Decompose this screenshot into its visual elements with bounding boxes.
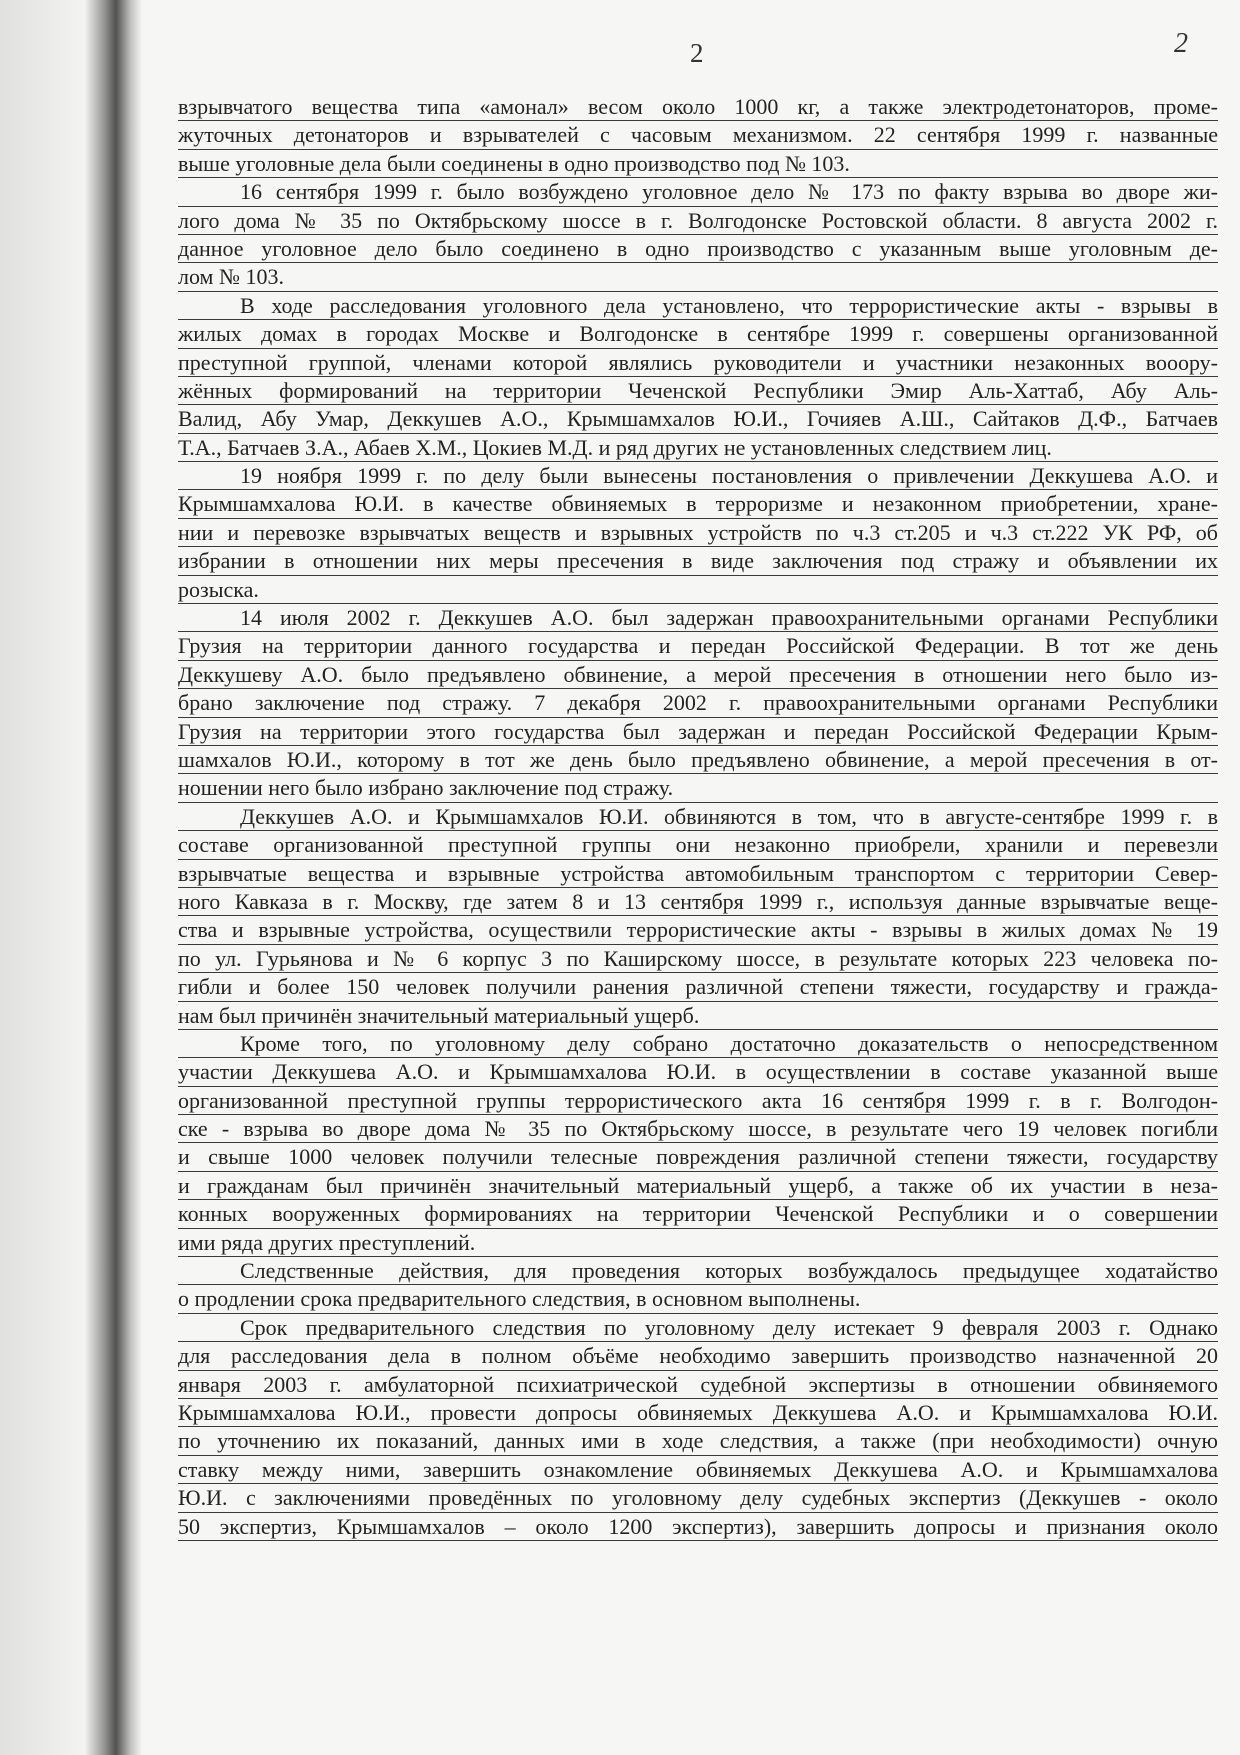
text-line: Грузия на территории данного государства и передан Российской Федерации. В тот же день xyxy=(178,632,1218,660)
text-line: для расследования дела в полном объёме необходимо завершить производство назначенной 20 xyxy=(178,1342,1218,1370)
text-line: ства и взрывные устройства, осуществили террористические акты - взрывы в жилых домах № 19 xyxy=(178,916,1218,944)
text-line: выше уголовные дела были соединены в одно производство под № 103. xyxy=(178,150,1218,178)
text-line: конных вооруженных формированиях на территории Чеченской Республики и о совершении xyxy=(178,1200,1218,1228)
text-line: Ю.И. с заключениями проведённых по уголовному делу судебных экспертиз (Деккушев - около xyxy=(178,1484,1218,1512)
text-line: Грузия на территории этого государства был задержан и передан Российской Федерации Крым- xyxy=(178,718,1218,746)
text-line: избрании в отношении них меры пресечения в виде заключения под стражу и объявлении их xyxy=(178,547,1218,575)
text-line: Валид, Абу Умар, Деккушев А.О., Крымшамхалов Ю.И., Гочияев А.Ш., Сайтаков Д.Ф., Батчаев xyxy=(178,405,1218,433)
text-line: ного Кавказа в г. Москву, где затем 8 и 13 сентября 1999 г., используя данные взрывчатые веще- xyxy=(178,888,1218,916)
text-line: розыска. xyxy=(178,576,1218,604)
scan-binding-edge xyxy=(84,0,142,1755)
text-line: преступной группой, членами которой являлись руководители и участники незаконных вооору- xyxy=(178,349,1218,377)
text-line: 19 ноября 1999 г. по делу были вынесены постановления о привлечении Деккушева А.О. и xyxy=(178,462,1218,490)
text-line: лом № 103. xyxy=(178,263,1218,291)
text-line: жуточных детонаторов и взрывателей с часовым механизмом. 22 сентября 1999 г. названные xyxy=(178,121,1218,149)
text-line: организованной преступной группы террористического акта 16 сентября 1999 г. в г. Волгодон- xyxy=(178,1087,1218,1115)
text-line: 16 сентября 1999 г. было возбуждено уголовное дело № 173 по факту взрыва во дворе жи- xyxy=(178,178,1218,206)
text-line: Крымшамхалова Ю.И. в качестве обвиняемых в терроризме и незаконном приобретении, хране- xyxy=(178,490,1218,518)
handwritten-sheet-number: 2 xyxy=(1174,28,1188,59)
text-line: ске - взрыва во дворе дома № 35 по Октябрьскому шоссе, в результате чего 19 человек погибли xyxy=(178,1115,1218,1143)
text-line: нии и перевозке взрывчатых веществ и взрывных устройств по ч.3 ст.205 и ч.3 ст.222 УК РФ, об xyxy=(178,519,1218,547)
text-line: нам был причинён значительный материальный ущерб. xyxy=(178,1002,1218,1030)
text-line: взрывчатого вещества типа «амонал» весом около 1000 кг, а также электродетонаторов, проме- xyxy=(178,93,1218,121)
text-line: ставку между ними, завершить ознакомление обвиняемых Деккушева А.О. и Крымшамхалова xyxy=(178,1456,1218,1484)
text-line: составе организованной преступной группы они незаконно приобрели, хранили и перевезли xyxy=(178,831,1218,859)
text-line: данное уголовное дело было соединено в одно производство с указанным выше уголовным де- xyxy=(178,235,1218,263)
text-line: Следственные действия, для проведения которых возбуждалось предыдущее ходатайство xyxy=(178,1257,1218,1285)
text-line: по ул. Гурьянова и № 6 корпус 3 по Каширскому шоссе, в результате которых 223 человека по- xyxy=(178,945,1218,973)
text-line: участии Деккушева А.О. и Крымшамхалова Ю.И. в осуществлении в составе указанной выше xyxy=(178,1058,1218,1086)
text-line: и гражданам был причинён значительный материальный ущерб, а также об их участии в неза- xyxy=(178,1172,1218,1200)
text-line: по уточнению их показаний, данных ими в ходе следствия, а также (при необходимости) очную xyxy=(178,1427,1218,1455)
text-line: шамхалов Ю.И., которому в тот же день было предъявлено обвинение, а мерой пресечения в от- xyxy=(178,746,1218,774)
text-line: Т.А., Батчаев З.А., Абаев Х.М., Цокиев М.Д. и ряд других не установленных следствием лиц. xyxy=(178,434,1218,462)
scan-margin-shadow xyxy=(0,0,84,1755)
text-line: жённых формирований на территории Чеченской Республики Эмир Аль-Хаттаб, Абу Аль- xyxy=(178,377,1218,405)
text-line: января 2003 г. амбулаторной психиатрической судебной экспертизы в отношении обвиняемого xyxy=(178,1371,1218,1399)
document-body xyxy=(178,93,1218,1541)
text-line: брано заключение под стражу. 7 декабря 2002 г. правоохранительными органами Республики xyxy=(178,689,1218,717)
text-line: Деккушев А.О. и Крымшамхалов Ю.И. обвиняются в том, что в августе-сентябре 1999 г. в xyxy=(178,803,1218,831)
text-line: жилых домах в городах Москве и Волгодонске в сентябре 1999 г. совершены организованной xyxy=(178,320,1218,348)
text-line: ношении него было избрано заключение под стражу. xyxy=(178,774,1218,802)
text-line: и свыше 1000 человек получили телесные повреждения различной степени тяжести, государству xyxy=(178,1143,1218,1171)
text-line: 50 экспертиз, Крымшамхалов – около 1200 экспертиз), завершить допросы и признания около xyxy=(178,1513,1218,1541)
text-line: гибли и более 150 человек получили ранения различной степени тяжести, государству и гражда- xyxy=(178,973,1218,1001)
text-line: Крымшамхалова Ю.И., провести допросы обвиняемых Деккушева А.О. и Крымшамхалова Ю.И. xyxy=(178,1399,1218,1427)
text-line: Деккушеву А.О. было предъявлено обвинение, а мерой пресечения в отношении него было из- xyxy=(178,661,1218,689)
text-line: Срок предварительного следствия по уголовному делу истекает 9 февраля 2003 г. Однако xyxy=(178,1314,1218,1342)
text-line: взрывчатые вещества и взрывные устройства автомобильным транспортом с территории Север- xyxy=(178,860,1218,888)
text-line: ими ряда других преступлений. xyxy=(178,1229,1218,1257)
text-line: о продлении срока предварительного следствия, в основном выполнены. xyxy=(178,1285,1218,1313)
text-line: В ходе расследования уголовного дела установлено, что террористические акты - взрывы в xyxy=(178,292,1218,320)
text-line: Кроме того, по уголовному делу собрано достаточно доказательств о непосредственном xyxy=(178,1030,1218,1058)
text-line: лого дома № 35 по Октябрьскому шоссе в г. Волгодонске Ростовской области. 8 августа 2002 г. xyxy=(178,207,1218,235)
page-number: 2 xyxy=(690,38,704,68)
text-line: 14 июля 2002 г. Деккушев А.О. был задержан правоохранительными органами Республики xyxy=(178,604,1218,632)
